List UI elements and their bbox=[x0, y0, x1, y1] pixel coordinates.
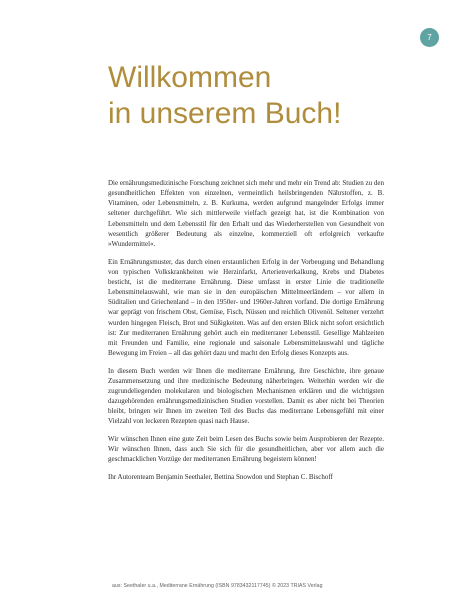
paragraph-intro: Die ernährungsmedizinische Forschung zeichnet sich mehr und mehr ein Trend ab: Studien zu den gesundheitlichen Effekten von einzelnen, vermeintlich heilsbringenden Nährstoffen, z. B. Vitaminen, oder Lebensmitteln, z. B. Kurkuma, werden aufgrund mangelnder Erfolgs immer seltener durchgeführt. Wie sich mittlerweile vielfach gezeigt hat, ist die Kombination von Lebensmitteln und dem Lebensstil für den Erhalt und das Wiederherstellen von Gesundheit von wesentlich größerer Bedeutung als einzelne, kommerziell oft erfolgreich verkaufte »Wundermittel«. bbox=[108, 179, 384, 248]
page-number-badge: 7 bbox=[420, 28, 439, 47]
footer-citation: aus: Seethaler u.a., Mediterrane Ernährung (ISBN 9783432117745) © 2023 TRIAS Verlag bbox=[112, 583, 323, 589]
paragraph-book-content: In diesem Buch werden wir Ihnen die mediterrane Ernährung, ihre Geschichte, ihre genaue Zusammensetzung und ihre medizinische Bedeutung näherbringen. Weiterhin werden wir die zugrundeliegenden molekularen und biologischen Mechanismen erklären und die wichtigsten dazugehörenden ernährungsmedizinischen Studien vorstellen. Damit es aber nicht bei Theorien bleibt, bringen wir Ihnen im zweiten Teil des Buchs das mediterrane Lebensgefühl mit einer Vielzahl von leckeren Rezepten quasi nach Hause. bbox=[108, 366, 384, 426]
page-title-line-1: Willkommen bbox=[108, 61, 272, 94]
page-title bbox=[108, 60, 341, 132]
page-title-line-2: in unserem Buch! bbox=[108, 97, 342, 130]
paragraph-mediterranean-diet: Ein Ernährungsmuster, das durch einen erstaunlichen Erfolg in der Vorbeugung und Behandlung von typischen Volkskrankheiten wie Herzinfarkt, Arterienverkalkung, Krebs und Diabetes besticht, ist die mediterrane Ernährung. Diese umfasst in erster Linie die traditionelle Lebensmittelauswahl, wie man sie in den europäischen Mittelmeerländern – vor allem in Süditalien und Griechenland – in den 1950er- und 1960er-Jahren vorfand. Die dortige Ernährung war geprägt von frischem Obst, Gemüse, Fisch, Nüssen und reichlich Olivenöl. Seltener verzehrt wurden hingegen Fleisch, Brot und Süßigkeiten. Was auf den ersten Blick nicht sofort ersichtlich ist: Zur mediterranen Ernährung gehört auch ein mediterraner Lebensstil. Gesellige Mahlzeiten mit Freunden und Familie, eine regionale und saisonale Lebensmittelauswahl und tägliche Bewegung im Freien – all das gehört dazu und macht den Erfolg dieses Konzepts aus. bbox=[108, 257, 384, 357]
body-text bbox=[108, 178, 384, 490]
paragraph-signature: Ihr Autorenteam Benjamin Seethaler, Bettina Snowdon und Stephan C. Bischoff bbox=[108, 473, 333, 482]
paragraph-wishes: Wir wünschen Ihnen eine gute Zeit beim Lesen des Buchs sowie beim Ausprobieren der Rezepte. Wir wünschen Ihnen, dass auch Sie sich für die gesundheitlichen, aber vor allem auch die geschmacklichen Vorzüge der mediterranen Ernährung begeistern können! bbox=[108, 435, 384, 464]
